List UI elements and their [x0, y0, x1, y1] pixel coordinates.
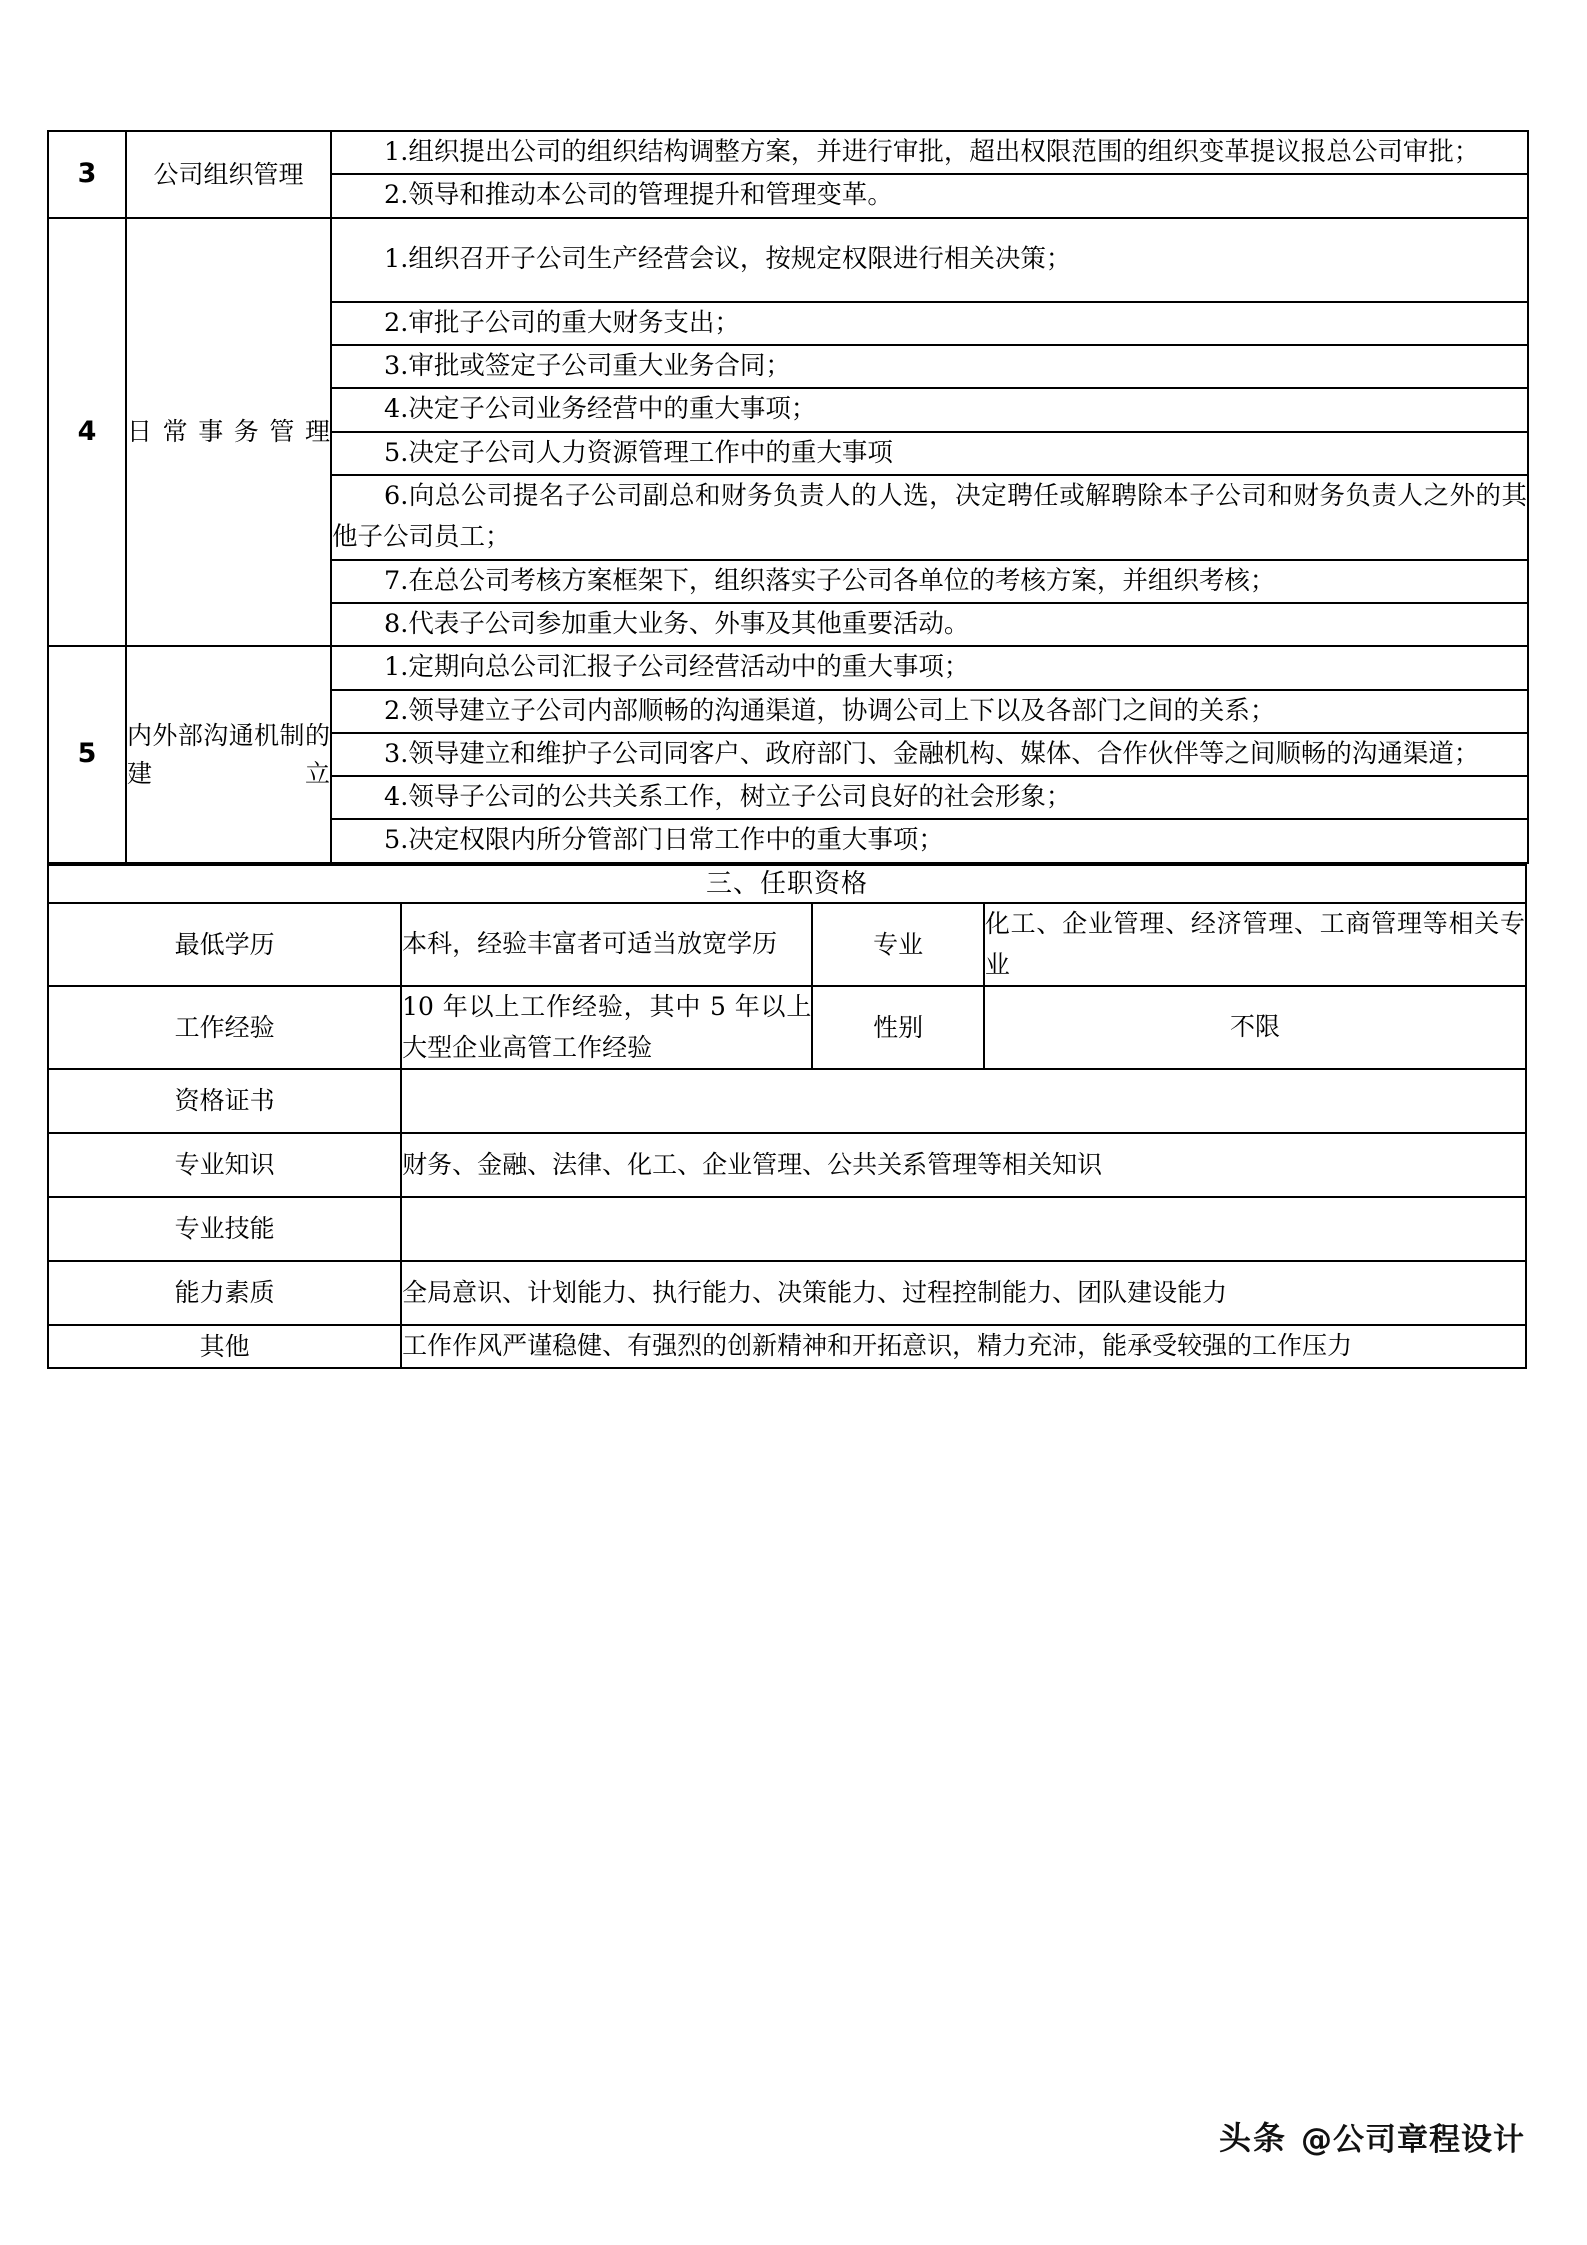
- qualification-label: 资格证书: [48, 1069, 401, 1133]
- qualification-value-secondary: 化工、企业管理、经济管理、工商管理等相关专业: [984, 903, 1526, 986]
- qualification-label: 最低学历: [48, 903, 401, 986]
- watermark-logo: 头条: [1218, 2119, 1287, 2157]
- qualification-value: [401, 1069, 1526, 1133]
- responsibility-item: 5.决定权限内所分管部门日常工作中的重大事项；: [331, 819, 1528, 862]
- row-number: 3: [48, 131, 126, 218]
- responsibility-item: 6.向总公司提名子公司副总和财务负责人的人选，决定聘任或解聘除本子公司和财务负责人之外的其他子公司员工；: [331, 475, 1528, 560]
- qualification-label: 专业知识: [48, 1133, 401, 1197]
- watermark-text: @公司章程设计: [1301, 2121, 1525, 2158]
- table-row: [48, 1133, 1526, 1197]
- category-name: 日常事务管理: [126, 218, 331, 647]
- table-row: [48, 218, 1528, 302]
- qualification-value: 本科，经验丰富者可适当放宽学历: [401, 903, 812, 986]
- row-number: 4: [48, 218, 126, 647]
- qualification-value: 财务、金融、法律、化工、企业管理、公共关系管理等相关知识: [401, 1133, 1526, 1197]
- table-row: [48, 1325, 1526, 1368]
- responsibility-item: 8.代表子公司参加重大业务、外事及其他重要活动。: [331, 603, 1528, 646]
- table-row: [48, 986, 1526, 1069]
- responsibility-item: 2.领导建立子公司内部顺畅的沟通渠道，协调公司上下以及各部门之间的关系；: [331, 690, 1528, 733]
- qualification-value: 工作作风严谨稳健、有强烈的创新精神和开拓意识，精力充沛，能承受较强的工作压力: [401, 1325, 1526, 1368]
- table-row: [48, 865, 1526, 903]
- responsibility-item: 3.审批或签定子公司重大业务合同；: [331, 345, 1528, 388]
- table-row: [48, 903, 1526, 986]
- responsibility-item: 3.领导建立和维护子公司同客户、政府部门、金融机构、媒体、合作伙伴等之间顺畅的沟通渠道；: [331, 733, 1528, 776]
- responsibility-item: 7.在总公司考核方案框架下，组织落实子公司各单位的考核方案，并组织考核；: [331, 560, 1528, 603]
- qualification-label: 能力素质: [48, 1261, 401, 1325]
- table-row: [48, 1261, 1526, 1325]
- section-header: 三、任职资格: [48, 865, 1526, 903]
- job-description-table-wrapper: [47, 130, 1527, 1369]
- table-row: [48, 1069, 1526, 1133]
- responsibility-item: 4.领导子公司的公共关系工作，树立子公司良好的社会形象；: [331, 776, 1528, 819]
- category-name: 公司组织管理: [126, 131, 331, 218]
- responsibility-item: 2.领导和推动本公司的管理提升和管理变革。: [331, 174, 1528, 217]
- qualification-label: 专业技能: [48, 1197, 401, 1261]
- responsibility-item: 5.决定子公司人力资源管理工作中的重大事项: [331, 432, 1528, 475]
- qualification-label: 其他: [48, 1325, 401, 1368]
- responsibility-item: 1.定期向总公司汇报子公司经营活动中的重大事项；: [331, 646, 1528, 689]
- responsibility-item: 2.审批子公司的重大财务支出；: [331, 302, 1528, 345]
- qualification-label-secondary: 性别: [812, 986, 983, 1069]
- qualification-value: [401, 1197, 1526, 1261]
- table-row: [48, 131, 1528, 174]
- category-name: 内外部沟通机制的建立: [126, 646, 331, 862]
- qualification-label-secondary: 专业: [812, 903, 983, 986]
- watermark: [1219, 2113, 1525, 2159]
- qualification-table: [47, 864, 1527, 1369]
- responsibility-section: [48, 131, 1528, 863]
- qualification-label: 工作经验: [48, 986, 401, 1069]
- responsibility-item: 4.决定子公司业务经营中的重大事项；: [331, 388, 1528, 431]
- responsibility-item: 1.组织提出公司的组织结构调整方案，并进行审批，超出权限范围的组织变革提议报总公司审批；: [331, 131, 1528, 174]
- responsibility-item: 1.组织召开子公司生产经营会议，按规定权限进行相关决策；: [331, 218, 1528, 302]
- row-number: 5: [48, 646, 126, 862]
- qualification-value-secondary: 不限: [984, 986, 1526, 1069]
- table-row: [48, 646, 1528, 689]
- qualification-value: 全局意识、计划能力、执行能力、决策能力、过程控制能力、团队建设能力: [401, 1261, 1526, 1325]
- table-row: [48, 1197, 1526, 1261]
- qualification-value: 10 年以上工作经验，其中 5 年以上大型企业高管工作经验: [401, 986, 812, 1069]
- job-description-table: [47, 130, 1529, 864]
